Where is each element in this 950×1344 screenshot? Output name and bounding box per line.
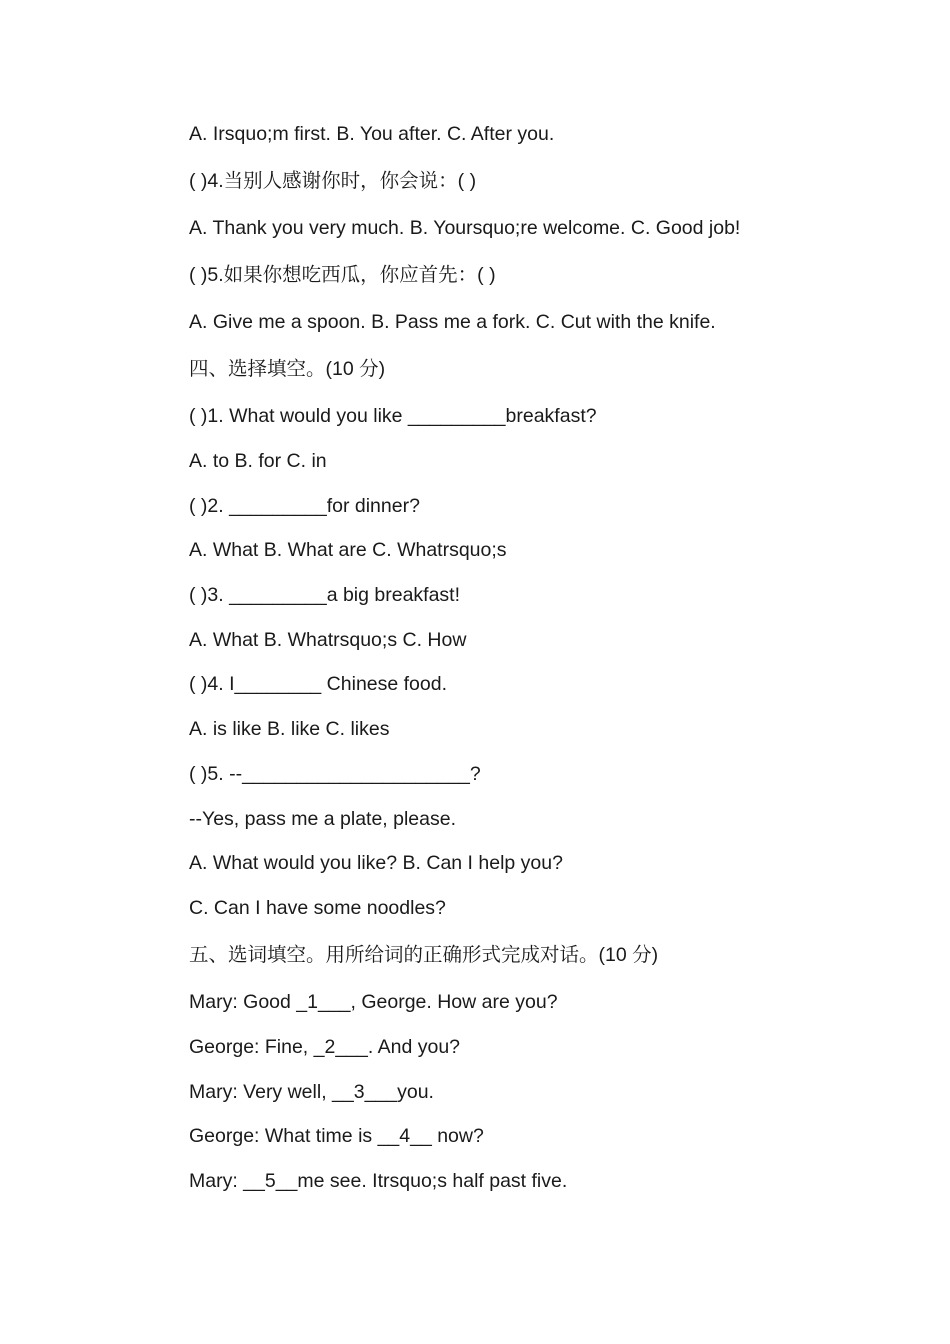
q4-question: ( )4.当别人感谢你时，你会说：( ) [189, 170, 477, 192]
q5-options: A. Give me a spoon. B. Pass me a fork. C. Cut with the knife. [189, 311, 716, 333]
s4-q3-options: A. What B. Whatrsquo;s C. How [189, 629, 467, 651]
s4-q2: ( )2. _________for dinner? [189, 495, 420, 517]
dialogue-line-5: Mary: __5__me see. Itrsquo;s half past five. [189, 1170, 568, 1192]
s4-q1-options: A. to B. for C. in [189, 450, 327, 472]
q5-question: ( )5.如果你想吃西瓜，你应首先：( ) [189, 264, 496, 286]
dialogue-line-4: George: What time is __4__ now? [189, 1125, 484, 1147]
section-five-heading: 五、选词填空。用所给词的正确形式完成对话。(10 分) [189, 944, 659, 966]
q3-options: A. Irsquo;m first. B. You after. C. After you. [189, 123, 555, 145]
section-four-heading: 四、选择填空。(10 分) [189, 358, 386, 380]
dialogue-line-3: Mary: Very well, __3___you. [189, 1081, 434, 1103]
s4-q5-options-c: C. Can I have some noodles? [189, 897, 446, 919]
s4-q1: ( )1. What would you like _________breakfast? [189, 405, 597, 427]
s4-q4-options: A. is like B. like C. likes [189, 718, 390, 740]
dialogue-line-2: George: Fine, _2___. And you? [189, 1036, 461, 1058]
s4-q2-options: A. What B. What are C. Whatrsquo;s [189, 539, 507, 561]
s4-q5-reply: --Yes, pass me a plate, please. [189, 808, 457, 830]
s4-q5-options-ab: A. What would you like? B. Can I help you? [189, 852, 563, 874]
q4-options: A. Thank you very much. B. Yoursquo;re welcome. C. Good job! [189, 217, 741, 239]
dialogue-line-1: Mary: Good _1___, George. How are you? [189, 991, 558, 1013]
s4-q3: ( )3. _________a big breakfast! [189, 584, 461, 606]
s4-q5: ( )5. --_____________________? [189, 763, 481, 785]
s4-q4: ( )4. I________ Chinese food. [189, 673, 448, 695]
